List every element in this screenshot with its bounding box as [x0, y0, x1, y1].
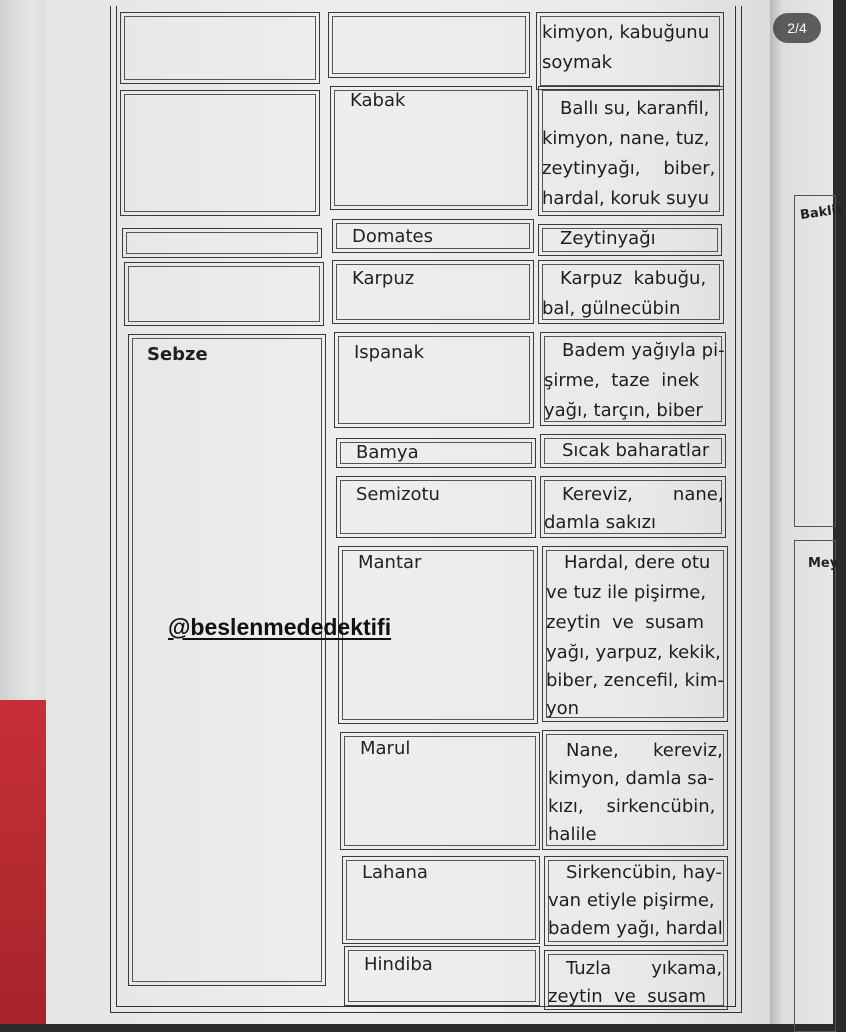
spice-text: kimyon, kabuğunu	[542, 22, 710, 43]
next-page-edge	[770, 0, 846, 1024]
vegetable-name: Karpuz	[352, 268, 415, 289]
spice-text: Nane, kereviz,	[566, 740, 723, 761]
spice-text: damla sakızı	[544, 512, 657, 533]
spice-text: yağı, tarçın, biber	[544, 400, 703, 421]
page-counter: 2/4	[773, 13, 821, 43]
spice-text: yon	[546, 698, 580, 719]
spice-text: bal, gülnecübin	[542, 298, 681, 319]
vegetable-name: Hindiba	[364, 954, 433, 975]
spice-text: kızı, sirkencübin,	[548, 796, 716, 817]
left-background	[0, 0, 52, 1024]
vegetable-name: Kabak	[350, 90, 406, 111]
spice-text: hardal, koruk suyu	[542, 188, 710, 209]
spice-text: Sirkencübin, hay-	[566, 862, 722, 883]
vegetable-name: Semizotu	[356, 484, 440, 505]
spice-text: zeytin ve susam	[546, 612, 704, 633]
spice-text: kimyon, nane, tuz,	[542, 128, 710, 149]
category-label: Sebze	[147, 344, 208, 365]
vegetable-name: Lahana	[362, 862, 428, 883]
spice-text: zeytin ve susam	[548, 986, 706, 1007]
spice-text: soymak	[542, 52, 613, 73]
category-cell-sebze	[128, 334, 326, 986]
spice-text: şirme, taze inek	[544, 370, 700, 391]
vegetable-cell	[328, 12, 530, 78]
spice-text: Zeytinyağı	[560, 228, 656, 249]
spice-text: zeytinyağı, biber,	[542, 158, 716, 179]
spice-text: halile	[548, 824, 597, 845]
next-page-box	[794, 195, 836, 527]
instagram-handle: @beslenmededektifi	[168, 614, 392, 640]
vegetable-name: Domates	[352, 226, 433, 247]
spice-text: van etiyle pişirme,	[548, 890, 715, 911]
vegetable-name: Bamya	[356, 442, 419, 463]
spice-text: Sıcak baharatlar	[562, 440, 710, 461]
spice-text: Karpuz kabuğu,	[560, 268, 707, 289]
spice-text: Ballı su, karanfil,	[560, 98, 710, 119]
category-cell	[124, 262, 324, 326]
spice-text: Tuzla yıkama,	[566, 958, 723, 979]
spice-text: Kereviz, nane,	[562, 484, 724, 505]
next-page-label: Bakliy	[799, 201, 846, 224]
vegetable-name: Marul	[360, 738, 411, 759]
vegetable-name: Ispanak	[354, 342, 425, 363]
spice-text: Hardal, dere otu	[564, 552, 711, 573]
red-cover-edge	[0, 700, 46, 1024]
spice-text: ve tuz ile pişirme,	[546, 582, 707, 603]
category-cell	[122, 228, 322, 258]
next-page-box	[794, 540, 839, 1032]
spice-text: badem yağı, hardal	[548, 918, 723, 939]
spice-text: yağı, yarpuz, kekik,	[546, 642, 721, 663]
spice-text: kimyon, damla sa-	[548, 768, 715, 789]
category-cell	[120, 90, 320, 216]
spice-text: biber, zencefil, kim-	[546, 670, 724, 691]
next-page-label: Mey	[808, 556, 839, 571]
category-cell	[120, 12, 320, 84]
vegetable-name: Mantar	[358, 552, 422, 573]
spice-text: Badem yağıyla pi-	[562, 340, 725, 361]
